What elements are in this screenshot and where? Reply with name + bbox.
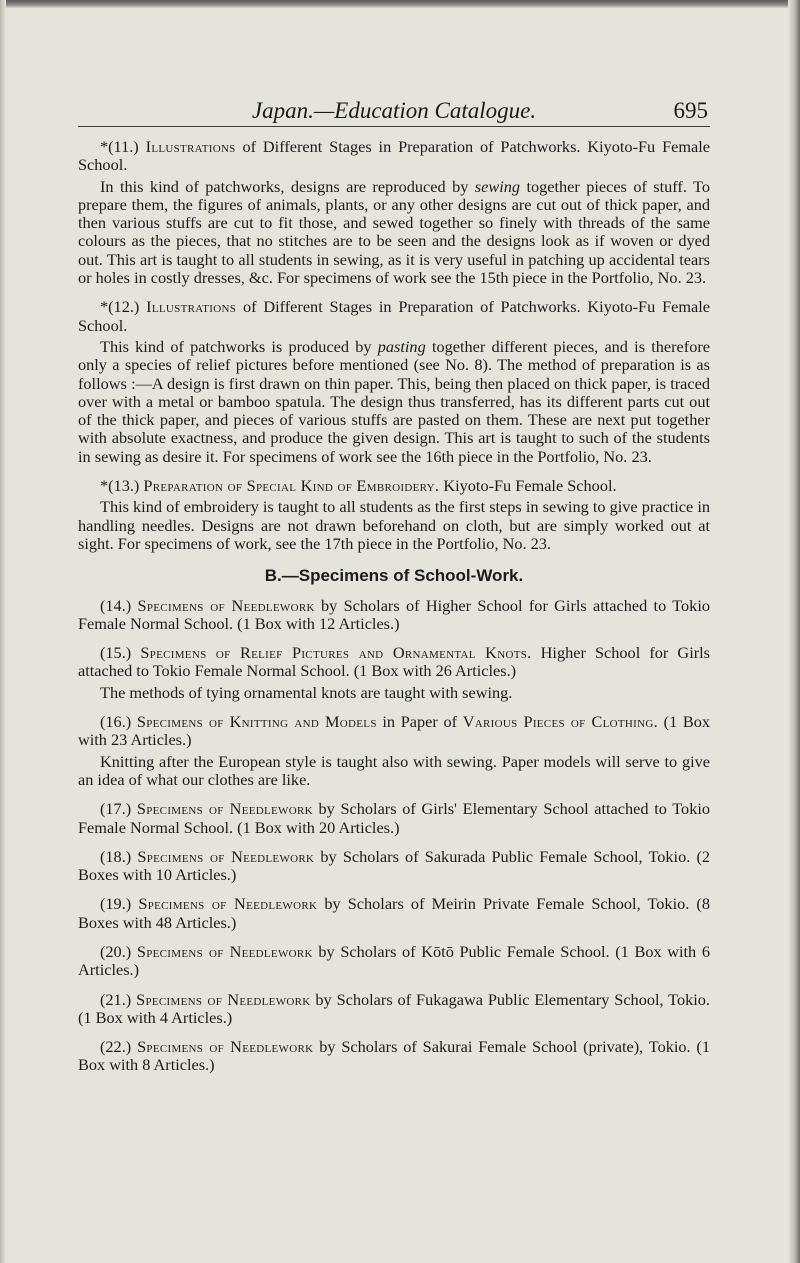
item-number: (21.)	[100, 989, 132, 1009]
entry-head: Illustrations	[146, 297, 237, 317]
item-text	[78, 943, 710, 980]
item-number: (20.)	[100, 941, 132, 961]
entry-body-text: In this kind of patchworks, designs are reproduced by	[100, 176, 475, 196]
entry-number: *(13.)	[100, 476, 140, 496]
entry-heading	[78, 298, 710, 335]
item-head: Specimens of Needlework	[138, 894, 318, 914]
item-head-secondary: Various Pieces of Clothing.	[462, 712, 658, 732]
item-number: (14.)	[100, 595, 132, 615]
catalogue-item-21	[78, 991, 710, 1028]
entry-head-rest: Kiyoto-Fu Female School.	[439, 476, 617, 496]
catalogue-entry-13	[78, 477, 710, 553]
book-page	[78, 96, 710, 1075]
item-body: Knitting after the European style is taught also with sewing. Paper models will serve to give an idea of what our clothes are like.	[78, 751, 710, 789]
catalogue-entry-12	[78, 298, 710, 466]
catalogue-item-15	[78, 644, 710, 702]
entry-number: *(12.)	[100, 297, 140, 317]
entry-head: Preparation of Special Kind of Embroidery.	[143, 476, 440, 496]
item-head: Specimens of Relief Pictures and Ornamental Knots.	[140, 643, 532, 663]
entry-heading	[78, 138, 710, 175]
item-head: Specimens of Needlework	[136, 989, 311, 1009]
item-number: (16.)	[100, 712, 132, 732]
item-head: Specimens of Needlework	[137, 595, 315, 615]
item-number: (22.)	[100, 1037, 132, 1057]
item-rest: Higher School for Girls attached to Tokio Female Normal School. (1 Box with 26 Articles.)	[78, 643, 710, 681]
catalogue-entry-11	[78, 138, 710, 287]
item-number: (17.)	[100, 799, 132, 819]
item-rest-plain: in Paper of	[376, 712, 463, 732]
item-rest: by Scholars of Girls' Elementary School attached to Tokio Female Normal School. (1 Box with 20 Articles.)	[78, 799, 710, 837]
item-head: Specimens of Knitting and Models	[136, 712, 377, 732]
item-head: Specimens of Needlework	[137, 846, 315, 866]
entry-body	[78, 338, 710, 466]
entry-body	[78, 178, 710, 288]
entry-head: Illustrations	[145, 137, 236, 156]
page-right-edge	[788, 0, 800, 1263]
catalogue-item-16	[78, 713, 710, 789]
item-rest: by Scholars of Higher School for Girls attached to Tokio Female Normal School. (1 Box with 12 Articles.)	[78, 595, 710, 633]
entry-body: This kind of embroidery is taught to all students as the first steps in sewing to give practice in handling needles. Designs are not drawn beforehand on cloth, but are simply worked out at sight. For specimens of work, see the 17th piece in the Portfolio, No. 23.	[78, 497, 710, 553]
item-text	[78, 800, 710, 837]
item-text	[78, 644, 710, 681]
item-body: The methods of tying ornamental knots are taught with sewing.	[100, 682, 513, 702]
item-head: Specimens of Needlework	[137, 1037, 314, 1057]
page-left-shadow	[0, 0, 6, 1263]
running-head	[78, 96, 710, 127]
page-number: 695	[673, 98, 708, 123]
item-rest: by Scholars of Fukagawa Public Elementary School, Tokio. (1 Box with 4 Articles.)	[78, 989, 710, 1027]
item-rest: (1 Box with 23 Articles.)	[78, 712, 711, 750]
item-rest: by Scholars of Kōtō Public Female School. (1 Box with 6 Articles.)	[78, 941, 710, 980]
item-rest: by Scholars of Sakurada Public Female School, Tokio. (2 Boxes with 10 Articles.)	[78, 846, 711, 885]
page-top-edge	[0, 0, 800, 8]
entry-body-emphasis: pasting	[377, 336, 426, 356]
item-head: Specimens of Needlework	[136, 799, 313, 819]
entry-body-text: together pieces of stuff. To prepare them, the figures of animals, plants, or any other designs are cut out of thick paper, and then various stuffs are cut to fit those, and sewed together so finely with threads of the same colours as the pieces, that no stitches are to be seen and the designs look as if woven or dyed out. This art is taught to all students in sewing, as it is very useful in patching up accidental tears or holes in costly dresses, &c. For specimens of work see the 15th piece in the Portfolio, No. 23.	[78, 176, 711, 288]
catalogue-item-20	[78, 943, 710, 980]
catalogue-item-14	[78, 597, 710, 634]
entry-heading	[78, 477, 710, 495]
item-text	[78, 1038, 710, 1075]
entry-body-emphasis: sewing	[474, 176, 521, 196]
item-number: (15.)	[100, 643, 132, 663]
catalogue-item-18	[78, 848, 710, 885]
item-text	[78, 895, 710, 932]
item-head: Specimens of Needlework	[136, 941, 313, 961]
item-text	[78, 848, 710, 885]
item-number: (19.)	[100, 894, 132, 914]
running-title: Japan.—Education Catalogue.	[251, 98, 537, 123]
catalogue-item-19	[78, 895, 710, 932]
item-text	[78, 991, 710, 1028]
item-rest: by Scholars of Sakurai Female School (private), Tokio. (1 Box with 8 Articles.)	[78, 1037, 710, 1075]
item-rest: by Scholars of Meirin Private Female School, Tokio. (8 Boxes with 48 Articles.)	[78, 894, 710, 932]
catalogue-item-17	[78, 800, 710, 837]
item-text	[78, 713, 710, 750]
entry-body-text: together different pieces, and is therefore only a species of relief pictures before mentioned (see No. 8). The method of preparation is as follows :—A design is first drawn on thin paper. This, being then placed on thick paper, is traced over with a metal or bamboo spatula. The design thus transferred, has its different parts cut out of the thick paper, and pieces of various stuffs are pasted on them. These are next put together with absolute exactness, and produce the given design. This art is taught to such of the students in sewing as desire it. For specimens of work see the 16th piece in the Portfolio, No. 23.	[78, 336, 710, 466]
item-number: (18.)	[100, 846, 132, 866]
catalogue-item-22	[78, 1038, 710, 1075]
section-heading: B.—Specimens of School-Work.	[264, 566, 524, 586]
entry-head-rest: of Different Stages in Preparation of Patchworks. Kiyoto-Fu Female School.	[78, 297, 710, 335]
entry-number: *(11.)	[100, 137, 139, 156]
item-text	[78, 597, 710, 634]
entry-body-text: This kind of patchworks is produced by	[100, 336, 378, 356]
entry-head-rest: of Different Stages in Preparation of Patchworks. Kiyoto-Fu Female School.	[78, 137, 710, 175]
